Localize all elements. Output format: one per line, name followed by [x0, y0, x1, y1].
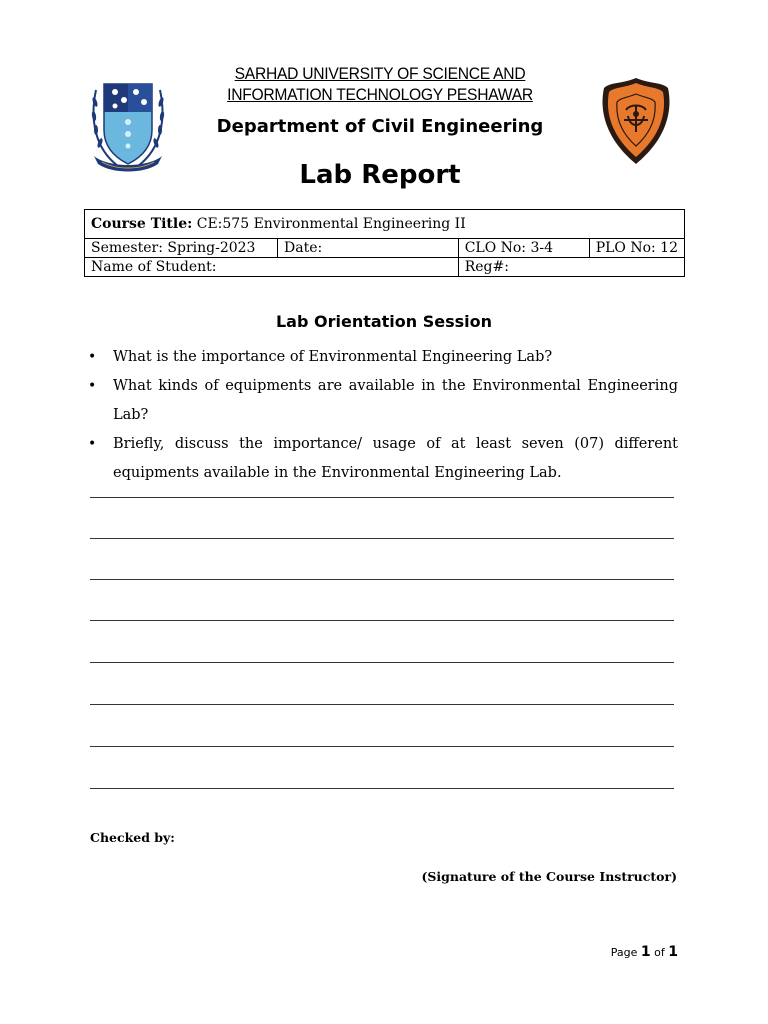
page-of: of	[654, 946, 665, 959]
bullet-icon: •	[88, 349, 97, 365]
course-title-cell	[85, 210, 685, 239]
course-title-label: Course Title:	[91, 216, 193, 232]
page-prefix: Page	[610, 946, 638, 959]
answer-line[interactable]	[90, 662, 674, 663]
course-info-table	[84, 209, 685, 277]
bullet-icon: •	[88, 436, 97, 452]
semester-cell: Semester: Spring-2023	[85, 239, 278, 258]
course-title-value: CE:575 Environmental Engineering II	[196, 216, 466, 232]
department-name: Department of Civil Engineering	[216, 116, 544, 137]
answer-line[interactable]	[90, 788, 674, 789]
question-text: Briefly, discuss the importance/ usage of at least seven (07) different equipments available in the Environmental Engineering Lab.	[113, 436, 678, 481]
university-name-line2: INFORMATION TECHNOLOGY PESHAWAR	[227, 85, 533, 104]
question-list	[88, 343, 678, 488]
reg-cell: Reg#:	[458, 258, 684, 277]
signature-label: (Signature of the Course Instructor)	[421, 869, 677, 884]
list-item	[88, 372, 678, 430]
question-text: What kinds of equipments are available in the Environmental Engineering Lab?	[113, 378, 678, 423]
document-title: Lab Report	[299, 160, 461, 190]
clo-cell: CLO No: 3-4	[458, 239, 589, 258]
answer-line[interactable]	[90, 579, 674, 580]
student-row	[85, 258, 685, 277]
list-item	[88, 430, 678, 488]
bullet-icon: •	[88, 378, 97, 394]
page-number	[611, 944, 678, 960]
answer-line[interactable]	[90, 620, 674, 621]
department-seal-logo	[600, 76, 672, 166]
page-total: 1	[668, 944, 678, 960]
university-crest-logo	[88, 78, 168, 174]
list-item	[88, 343, 678, 372]
date-cell: Date:	[278, 239, 459, 258]
page-current: 1	[640, 944, 651, 960]
plo-cell: PLO No: 12	[589, 239, 684, 258]
course-title-row	[85, 210, 685, 239]
section-title: Lab Orientation Session	[275, 312, 493, 331]
answer-line[interactable]	[90, 538, 674, 539]
question-text: What is the importance of Environmental Engineering Lab?	[113, 349, 553, 365]
answer-line[interactable]	[90, 497, 674, 498]
university-name-line1: SARHAD UNIVERSITY OF SCIENCE AND	[234, 64, 526, 83]
student-name-cell: Name of Student:	[85, 258, 459, 277]
answer-line[interactable]	[90, 704, 674, 705]
checked-by-label: Checked by:	[90, 830, 175, 845]
semester-row	[85, 239, 685, 258]
answer-line[interactable]	[90, 746, 674, 747]
